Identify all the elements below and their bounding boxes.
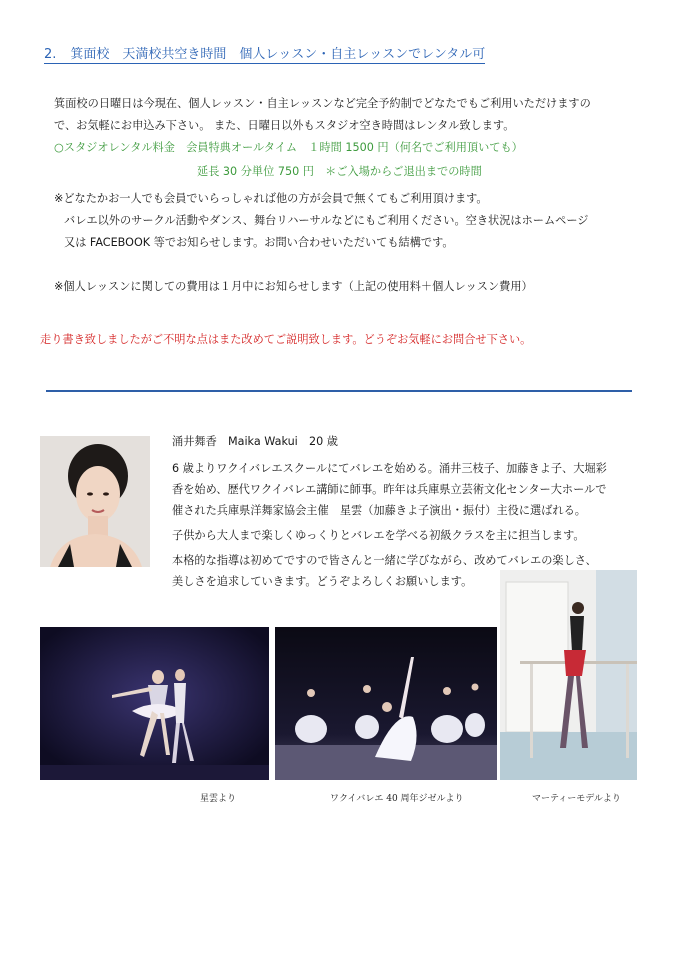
caption-barre: マーティーモデルより (532, 794, 621, 804)
closing-note: 走り書き致しましたがご不明な点はまた改めてご説明致します。どうぞお気軽にお問合せ下さい。 (40, 333, 532, 346)
profile-bio-5: 本格的な指導は初めてですので皆さんと一緒に学びながら、改めてバレエの楽しさ、 (172, 554, 597, 567)
section-title: 箕面校 天満校共空き時間 個人レッスン・自主レッスンでレンタル可 (70, 47, 486, 62)
profile-bio-3: 催された兵庫県洋舞家協会主催 星雲（加藤きよ子演出・振付）主役に選ばれる。 (172, 504, 586, 517)
caption-giselle: ワクイバレエ 40 周年ジゼルより (330, 794, 464, 804)
profile-bio-1: 6 歳よりワクイバレエスクールにてバレエを始める。涌井三枝子、加藤きよ子、大堀彩 (172, 462, 607, 475)
rental-line-2: 延長 30 分単位 750 円 ＊ご入場からご退出までの時間 (197, 165, 482, 178)
intro-line-1: 箕面校の日曜日は今現在、個人レッスン・自主レッスンなど完全予約制でどなたでもご利用いただけますの (54, 97, 591, 110)
profile-bio-2: 香を始め、歴代ワクイバレエ講師に師事。昨年は兵庫県立芸術文化センター大ホールで (172, 483, 607, 496)
profile-name: 涌井舞香 Maika Wakui 20 歳 (172, 435, 338, 448)
portrait-photo (40, 436, 150, 567)
rental-line-1: ○スタジオレンタル料金 会員特典オールタイム １時間 1500 円（何名でご利用頂いても） (54, 141, 523, 154)
photo-barre (500, 570, 637, 780)
note-line-1: ※どなたかお一人でも会員でいらっしゃれば他の方が会員で無くてもご利用頂けます。 (54, 192, 488, 205)
caption-seiun: 星雲より (200, 794, 237, 804)
section-heading (44, 43, 485, 64)
note-line-2: バレエ以外のサークル活動やダンス、舞台リハーサルなどにもご利用ください。空き状況はホームページ (64, 214, 589, 227)
photo-seiun (40, 627, 269, 780)
photo-giselle (275, 627, 497, 780)
note-line-3: 又は FACEBOOK 等でお知らせします。お問い合わせいただいても結構です。 (64, 236, 454, 249)
divider-rule (46, 390, 632, 392)
fee-note: ※個人レッスンに関しての費用は１月中にお知らせします（上記の使用料＋個人レッスン費用） (54, 280, 533, 293)
profile-bio-4: 子供から大人まで楽しくゆっくりとバレエを学べる初級クラスを主に担当します。 (172, 529, 585, 542)
section-number: 2. (44, 47, 57, 62)
intro-line-2: で、お気軽にお申込み下さい。 また、日曜日以外もスタジオ空き時間はレンタル致します。 (54, 119, 515, 132)
profile-bio-6: 美しさを追求していきます。どうぞよろしくお願いします。 (172, 575, 473, 588)
